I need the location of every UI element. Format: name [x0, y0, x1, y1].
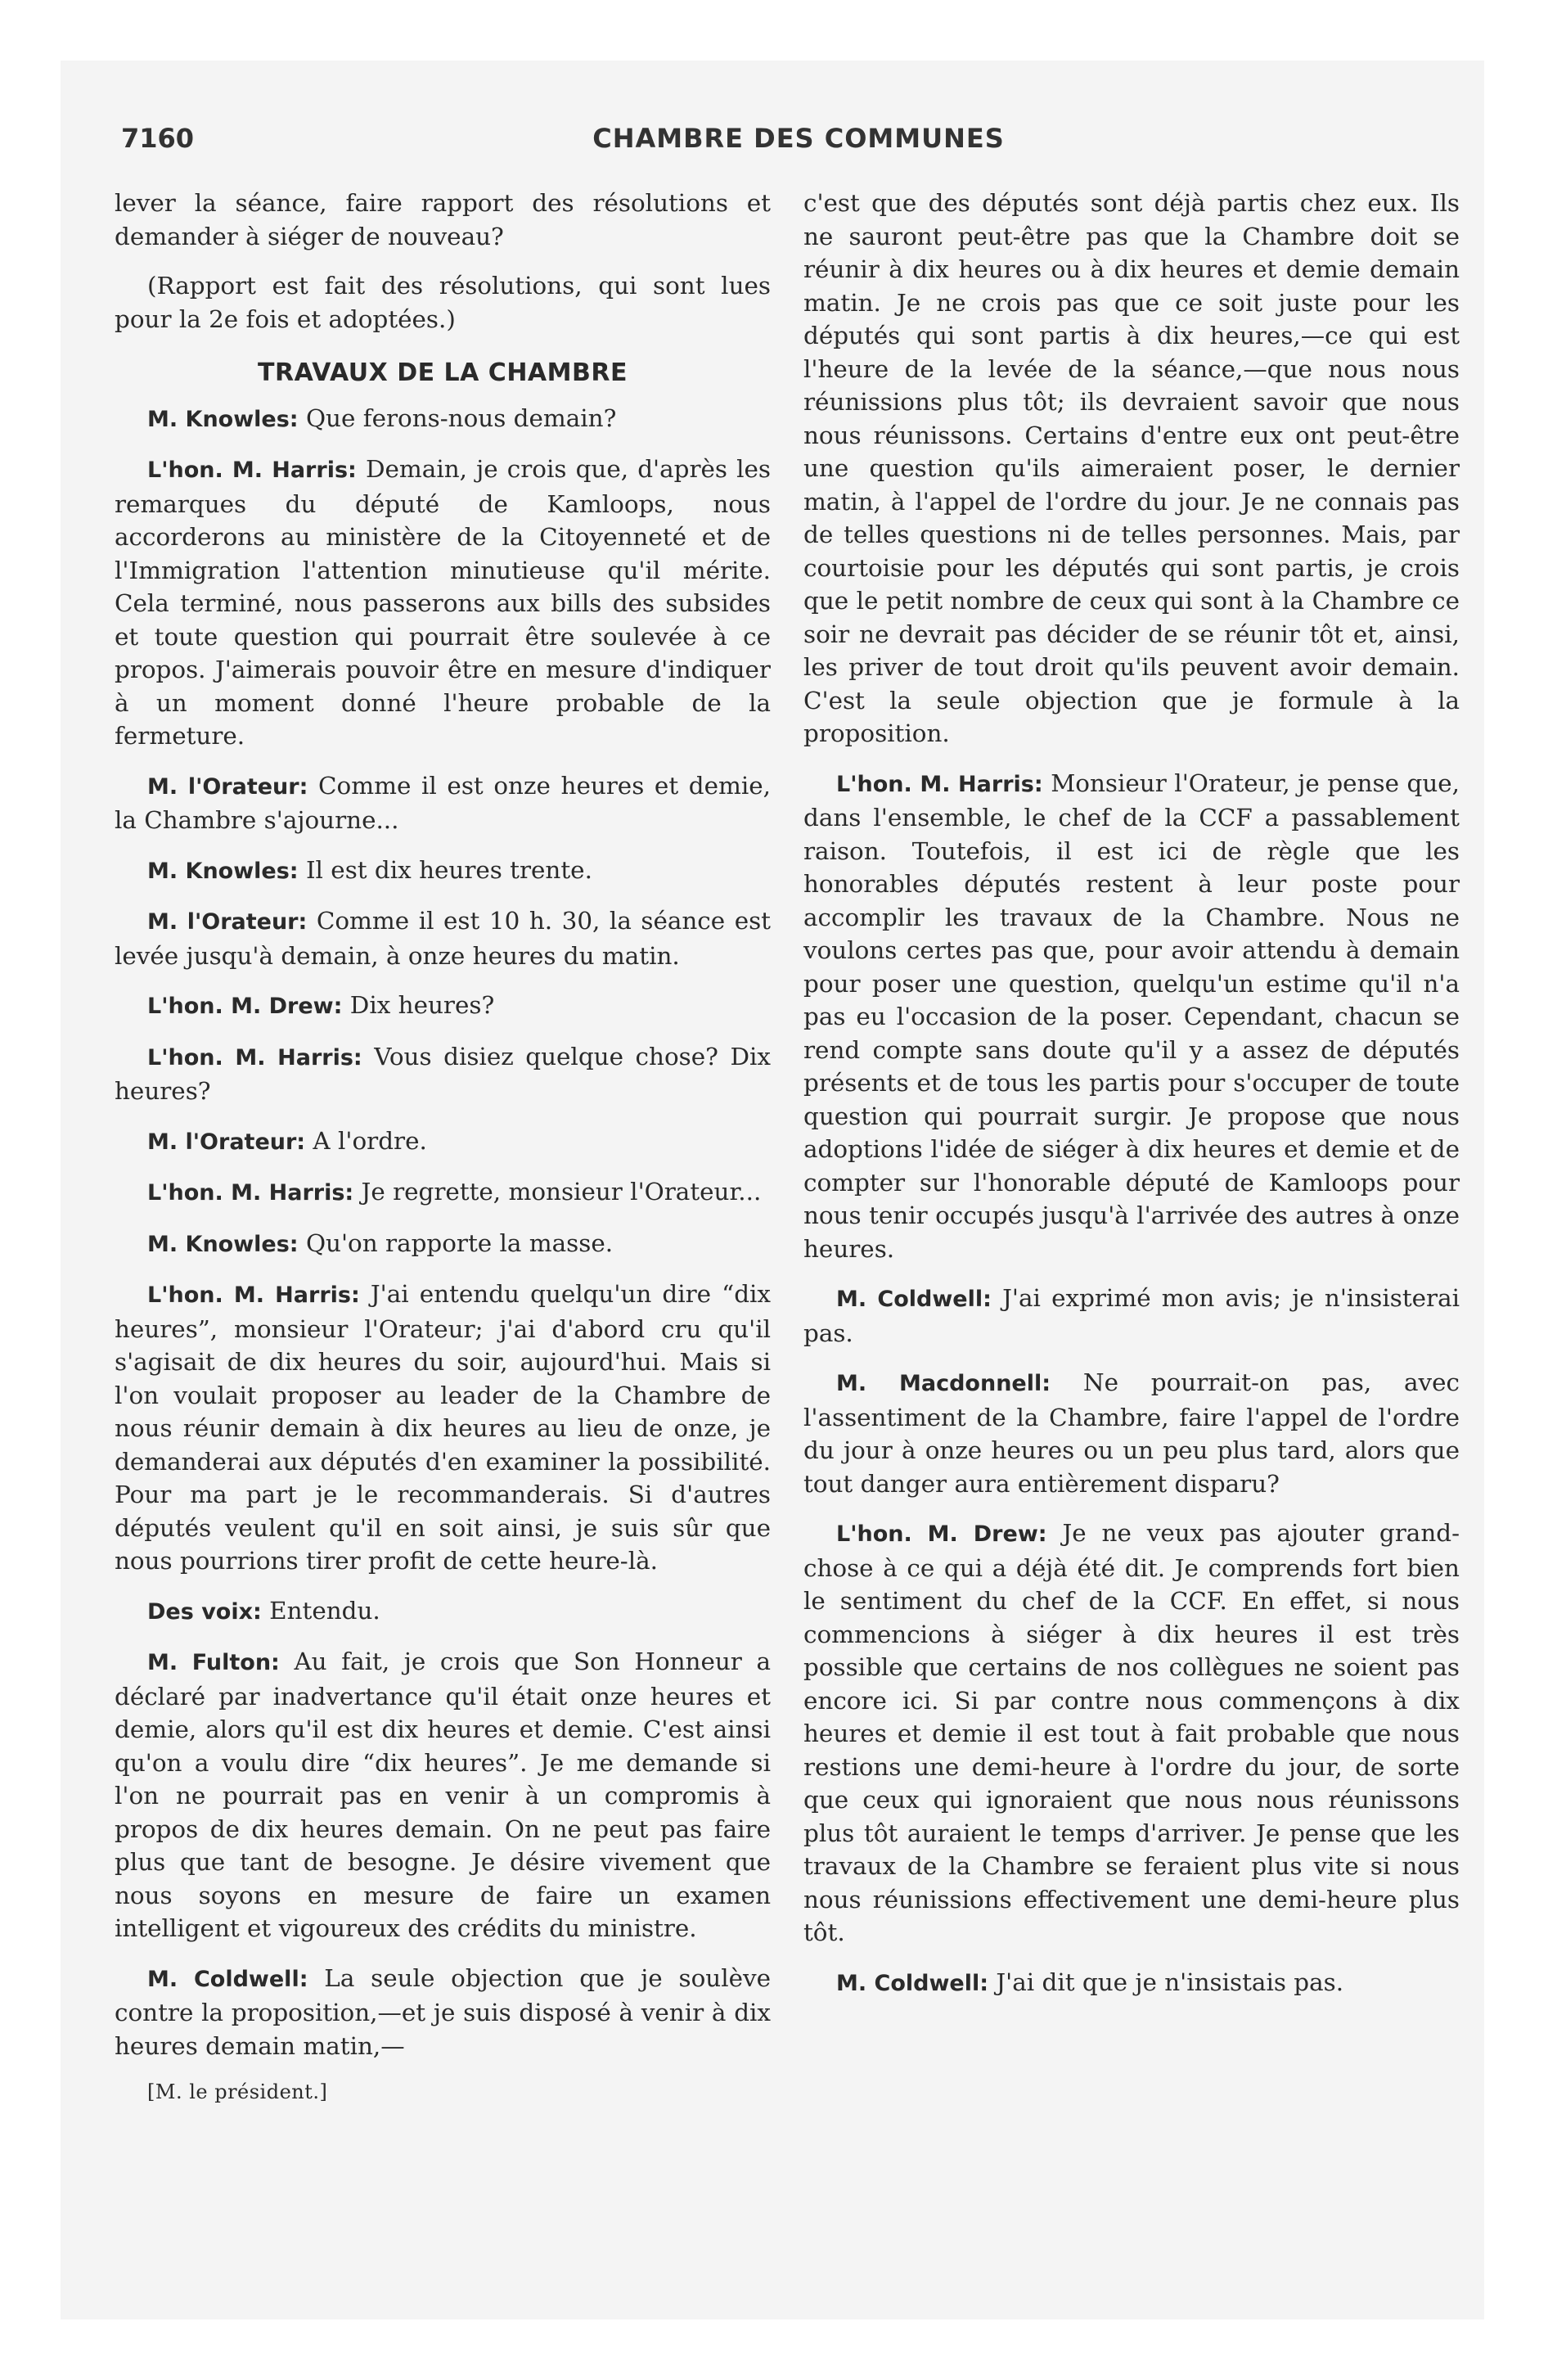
speech-paragraph: [115, 989, 771, 1024]
speaker-name: L'hon. M. Harris:: [147, 458, 357, 483]
speech-text: Je ne veux pas ajouter grand-chose à ce qui a déjà été dit. Je comprends fort bien le sentiment du chef de la CCF. En effet, si nous commencions à siéger à dix heures il est très possible que certains de nos collègues ne soient pas encore ici. Si par contre nous commençons à dix heures et demie il est tout à fait probable que nous restions une demi-heure à l'ordre du jour, de sorte que ceux qui ignoraient que nous nous réunissons plus tôt auraient le temps d'arriver. Je pense que les travaux de la Chambre se feraient plus vite si nous nous réunissions effectivement une demi-heure plus tôt.: [803, 1519, 1460, 1946]
speaker-name: L'hon. M. Harris:: [147, 1180, 354, 1206]
speech-paragraph: [115, 1227, 771, 1262]
speech-text: Au fait, je crois que Son Honneur a déclaré par inadvertance qu'il était onze heures et demie, alors qu'il est dix heures et demie. C'est ainsi qu'on a voulu dire “dix heures”. Je me demande si l'on ne pourrait pas en venir à un compromis à propos de dix heures demain. On ne peut pas faire plus que tant de besogne. Je désire vivement que nous soyons en mesure de faire un examen intelligent et vigoureux des crédits du ministre.: [115, 1648, 771, 1942]
speech-paragraph: [115, 854, 771, 889]
footnote: [M. le président.]: [147, 2080, 328, 2103]
speech-paragraph: [115, 1278, 771, 1578]
speech-text: Comme il est 10 h. 30, la séance est levée jusqu'à demain, à onze heures du matin.: [115, 907, 771, 970]
speech-text: Ne pourrait-on pas, avec l'assentiment de la Chambre, faire l'appel de l'ordre du jour à onze heures ou un peu plus tard, alors que tout danger aura entièrement disparu?: [803, 1368, 1460, 1498]
paragraph: c'est que des députés sont déjà partis chez eux. Ils ne sauront peut-être pas que la Chambre doit se réunir à dix heures ou à dix heures et demie demain matin. Je ne crois pas que ce soit juste pour les députés qui sont partis à dix heures,—ce qui est l'heure de la levée de la séance,—que nous nous réunissions plus tôt; ils devraient savoir que nous nous réunissons. Certains d'entre eux ont peut-être une question qu'ils aimeraient poser, le dernier matin, à l'appel de l'ordre du jour. Je ne connais pas de telles questions ni de telles personnes. Mais, par courtoisie pour les députés qui sont partis, je crois que le petit nombre de ceux qui sont à la Chambre ce soir ne devrait pas décider de se réunir tôt et, ainsi, les priver de tout droit qu'ils peuvent avoir demain. C'est la seule objection que je formule à la proposition.: [803, 189, 1460, 747]
speech-text: Comme il est onze heures et demie, la Chambre s'ajourne...: [115, 771, 771, 834]
speech-text: Demain, je crois que, d'après les remarques du député de Kamloops, nous accorderons au ministère de la Citoyenneté et de l'Immigration l'attention minutieuse qu'il mérite. Cela terminé, nous passerons aux bills des subsides et toute question qui pourrait être soulevée à ce propos. J'aimerais pouvoir être en mesure d'indiquer à un moment donné l'heure probable de la fermeture.: [115, 455, 771, 750]
speech-text: J'ai dit que je n'insistais pas.: [988, 1968, 1344, 1996]
speech-paragraph: [803, 767, 1460, 1266]
speech-paragraph: [115, 1962, 771, 2063]
page-header: [121, 123, 1476, 169]
paragraph: (Rapport est fait des résolutions, qui sont lues pour la 2e fois et adoptées.): [115, 272, 771, 333]
speech-paragraph: [115, 1645, 771, 1945]
speaker-name: L'hon. M. Harris:: [836, 771, 1043, 797]
speech-text: A l'ordre.: [305, 1126, 427, 1155]
paragraph: lever la séance, faire rapport des résolutions et demander à siéger de nouveau?: [115, 189, 771, 250]
speech-text: La seule objection que je soulève contre la proposition,—et je suis disposé à venir à dix heures demain matin,—: [115, 1963, 771, 2060]
page-number: 7160: [121, 123, 195, 154]
speech-paragraph: [115, 769, 771, 837]
speaker-name: M. l'Orateur:: [147, 773, 308, 800]
speaker-name: M. Knowles:: [147, 858, 299, 884]
speech-paragraph: [115, 1594, 771, 1629]
speech-text: J'ai exprimé mon avis; je n'insisterai pas.: [803, 1284, 1460, 1347]
speaker-name: M. Macdonnell:: [836, 1371, 1051, 1396]
speech-paragraph: [803, 1366, 1460, 1500]
speech-paragraph: [115, 904, 771, 972]
speech-paragraph: [115, 1175, 771, 1210]
speech-text: Entendu.: [261, 1596, 380, 1625]
speaker-name: L'hon. M. Drew:: [836, 1521, 1047, 1547]
speech-text: Monsieur l'Orateur, je pense que, dans l'ensemble, le chef de la CCF a passablement raison. Toutefois, il est ici de règle que les honorables députés restent à leur poste pour accomplir les travaux de la Chambre. Nous ne voulons certes pas que, pour avoir attendu à demain pour poser une question, quelqu'un estime qu'il n'a pas eu l'occasion de la poser. Cependant, chacun se rend compte sans doute qu'il y a assez de députés présents et de tous les partis pour s'occuper de toute question qui pourrait surgir. Je propose que nous adoptions l'idée de siéger à dix heures et demie et de compter sur l'honorable député de Kamloops pour nous tenir occupés jusqu'à l'arrivée des autres à onze heures.: [803, 769, 1460, 1263]
speaker-name: M. Coldwell:: [836, 1970, 989, 1996]
speaker-name: M. Fulton:: [147, 1650, 280, 1675]
speaker-name: L'hon. M. Drew:: [147, 994, 343, 1019]
speaker-name: M. Knowles:: [147, 1231, 299, 1257]
speech-paragraph: [803, 1517, 1460, 1950]
speaker-name: M. l'Orateur:: [147, 909, 308, 935]
speaker-name: M. Coldwell:: [836, 1287, 992, 1312]
speech-paragraph: [115, 1125, 771, 1160]
section-title: TRAVAUX DE LA CHAMBRE: [258, 358, 628, 387]
speech-paragraph: [803, 1966, 1460, 2001]
right-column: [803, 187, 1460, 2017]
speaker-name: Des voix:: [147, 1598, 262, 1625]
speech-text: J'ai entendu quelqu'un dire “dix heures”, monsieur l'Orateur; j'ai d'abord cru qu'il s'agisait de dix heures du soir, aujourd'hui. Mais si l'on voulait proposer au leader de la Chambre de nous réunir demain à dix heures au lieu de onze, je demanderai aux députés d'en examiner la possibilité. Pour ma part je le recommanderais. Si d'autres députés veulent qu'il en soit ainsi, je suis sûr que nous pourrions tirer profit de cette heure-là.: [115, 1280, 771, 1575]
speaker-name: L'hon. M. Harris:: [147, 1044, 362, 1071]
speaker-name: M. l'Orateur:: [147, 1129, 306, 1155]
speech-paragraph: [115, 402, 771, 437]
speaker-name: M. Knowles:: [147, 406, 299, 432]
speaker-name: L'hon. M. Harris:: [147, 1282, 360, 1308]
speech-text: Qu'on rapporte la masse.: [298, 1228, 614, 1257]
left-column: [115, 187, 771, 2105]
speech-paragraph: [803, 1282, 1460, 1350]
running-title: CHAMBRE DES COMMUNES: [592, 123, 1005, 154]
speech-text: Je regrette, monsieur l'Orateur...: [353, 1178, 762, 1206]
speaker-name: M. Coldwell:: [147, 1966, 308, 1992]
speech-text: Vous disiez quelque chose? Dix heures?: [115, 1042, 771, 1105]
speech-text: Il est dix heures trente.: [298, 855, 592, 884]
speech-text: Que ferons-nous demain?: [298, 403, 617, 432]
speech-text: Dix heures?: [342, 991, 495, 1019]
speech-paragraph: [115, 453, 771, 753]
speech-paragraph: [115, 1040, 771, 1108]
